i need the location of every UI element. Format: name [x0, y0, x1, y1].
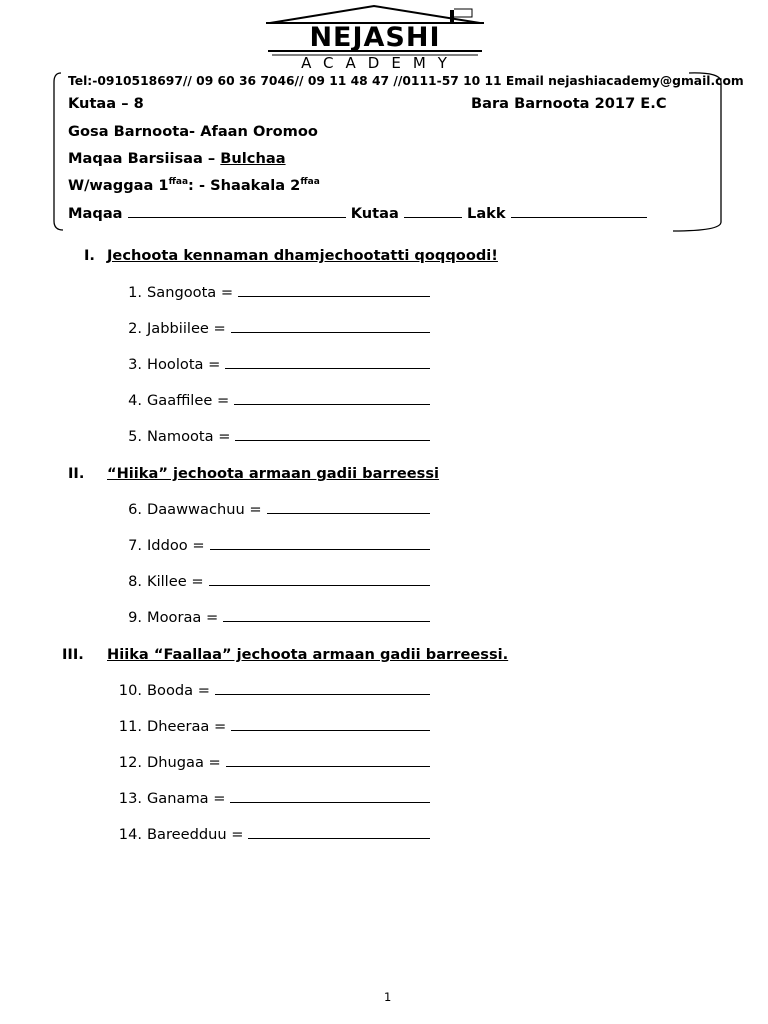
- item-number: 3.: [128, 356, 142, 373]
- list-item: [120, 609, 430, 626]
- answer-blank[interactable]: [210, 537, 430, 550]
- list-item: [120, 320, 430, 337]
- answer-blank[interactable]: [209, 573, 430, 586]
- item-number: 11.: [118, 718, 142, 735]
- item-word: Namoota =: [147, 428, 231, 445]
- item-number: 14.: [118, 826, 142, 843]
- item-number: 7.: [128, 537, 142, 554]
- section-2-title: “Hiika” jechoota armaan gadii barreessi: [107, 465, 440, 482]
- list-item: [120, 428, 430, 445]
- term-prefix: W/waggaa 1: [68, 177, 169, 194]
- item-word: Gaaffilee =: [147, 392, 230, 409]
- name-blank[interactable]: [128, 204, 346, 218]
- section-3-title: Hiika “Faallaa” jechoota armaan gadii barreessi.: [107, 646, 509, 663]
- section-1-numeral: I.: [84, 247, 95, 264]
- term-line: [68, 177, 320, 194]
- roll-number-blank[interactable]: [511, 204, 647, 218]
- answer-blank[interactable]: [235, 428, 430, 441]
- item-number: 9.: [128, 609, 142, 626]
- item-word: Booda =: [147, 682, 210, 699]
- item-word: Mooraa =: [147, 609, 219, 626]
- name-label: Maqaa: [68, 205, 123, 222]
- item-number: 4.: [128, 392, 142, 409]
- item-word: Bareedduu =: [147, 826, 244, 843]
- list-item: [114, 754, 430, 771]
- item-number: 2.: [128, 320, 142, 337]
- answer-blank[interactable]: [225, 356, 430, 369]
- item-word: Sangoota =: [147, 284, 234, 301]
- academic-year: Bara Barnoota 2017 E.C: [471, 95, 667, 112]
- term-superscript: ffaa: [168, 177, 189, 187]
- section-3-numeral: III.: [62, 646, 84, 663]
- logo-wordmark: NEJASHI: [309, 22, 441, 53]
- section-1-title: Jechoota kennaman dhamjechootatti qoqqoodi!: [107, 247, 498, 264]
- item-number: 10.: [118, 682, 142, 699]
- answer-blank[interactable]: [223, 609, 430, 622]
- section-2-numeral: II.: [68, 465, 85, 482]
- item-number: 12.: [118, 754, 142, 771]
- answer-blank[interactable]: [267, 501, 430, 514]
- student-info-line: [68, 204, 647, 222]
- list-item: [120, 392, 430, 409]
- answer-blank[interactable]: [215, 682, 430, 695]
- teacher-name: Bulchaa: [220, 150, 286, 167]
- list-item: [114, 718, 430, 735]
- answer-blank[interactable]: [234, 392, 430, 405]
- class-label: Kutaa – 8: [68, 95, 144, 112]
- academy-logo: [262, 4, 488, 72]
- answer-blank[interactable]: [231, 320, 430, 333]
- list-item: [120, 284, 430, 301]
- teacher-prefix: Maqaa Barsiisaa –: [68, 150, 221, 167]
- list-item: [114, 682, 430, 699]
- item-word: Hoolota =: [147, 356, 221, 373]
- list-item: [120, 573, 430, 590]
- item-word: Killee =: [147, 573, 204, 590]
- answer-blank[interactable]: [226, 754, 430, 767]
- item-word: Dheeraa =: [147, 718, 227, 735]
- list-item: [120, 356, 430, 373]
- subject-label: Gosa Barnoota- Afaan Oromoo: [68, 123, 318, 140]
- item-number: 8.: [128, 573, 142, 590]
- term-superscript-2: ffaa: [300, 177, 320, 187]
- list-item: [114, 790, 430, 807]
- answer-blank[interactable]: [248, 826, 430, 839]
- answer-blank[interactable]: [231, 718, 430, 731]
- item-word: Jabbiilee =: [147, 320, 226, 337]
- class-blank[interactable]: [404, 204, 462, 218]
- page-number: 1: [384, 990, 392, 1004]
- roll-label: Lakk: [467, 205, 506, 222]
- term-middle: : - Shaakala 2: [188, 177, 301, 194]
- item-number: 6.: [128, 501, 142, 518]
- teacher-line: [68, 150, 286, 167]
- item-number: 1.: [128, 284, 142, 301]
- list-item: [114, 826, 430, 843]
- list-item: [120, 501, 430, 518]
- item-word: Iddoo =: [147, 537, 205, 554]
- item-word: Daawwachuu =: [147, 501, 262, 518]
- item-word: Dhugaa =: [147, 754, 221, 771]
- answer-blank[interactable]: [238, 284, 430, 297]
- item-number: 13.: [118, 790, 142, 807]
- list-item: [120, 537, 430, 554]
- answer-blank[interactable]: [230, 790, 430, 803]
- contact-line: Tel:-0910518697// 09 60 36 7046// 09 11 48 47 //0111-57 10 11 Email nejashiacademy@gmail.com: [68, 74, 744, 88]
- logo-subtitle: ACADEMY: [301, 54, 459, 72]
- class-field-label: Kutaa: [350, 205, 399, 222]
- item-number: 5.: [128, 428, 142, 445]
- item-word: Ganama =: [147, 790, 226, 807]
